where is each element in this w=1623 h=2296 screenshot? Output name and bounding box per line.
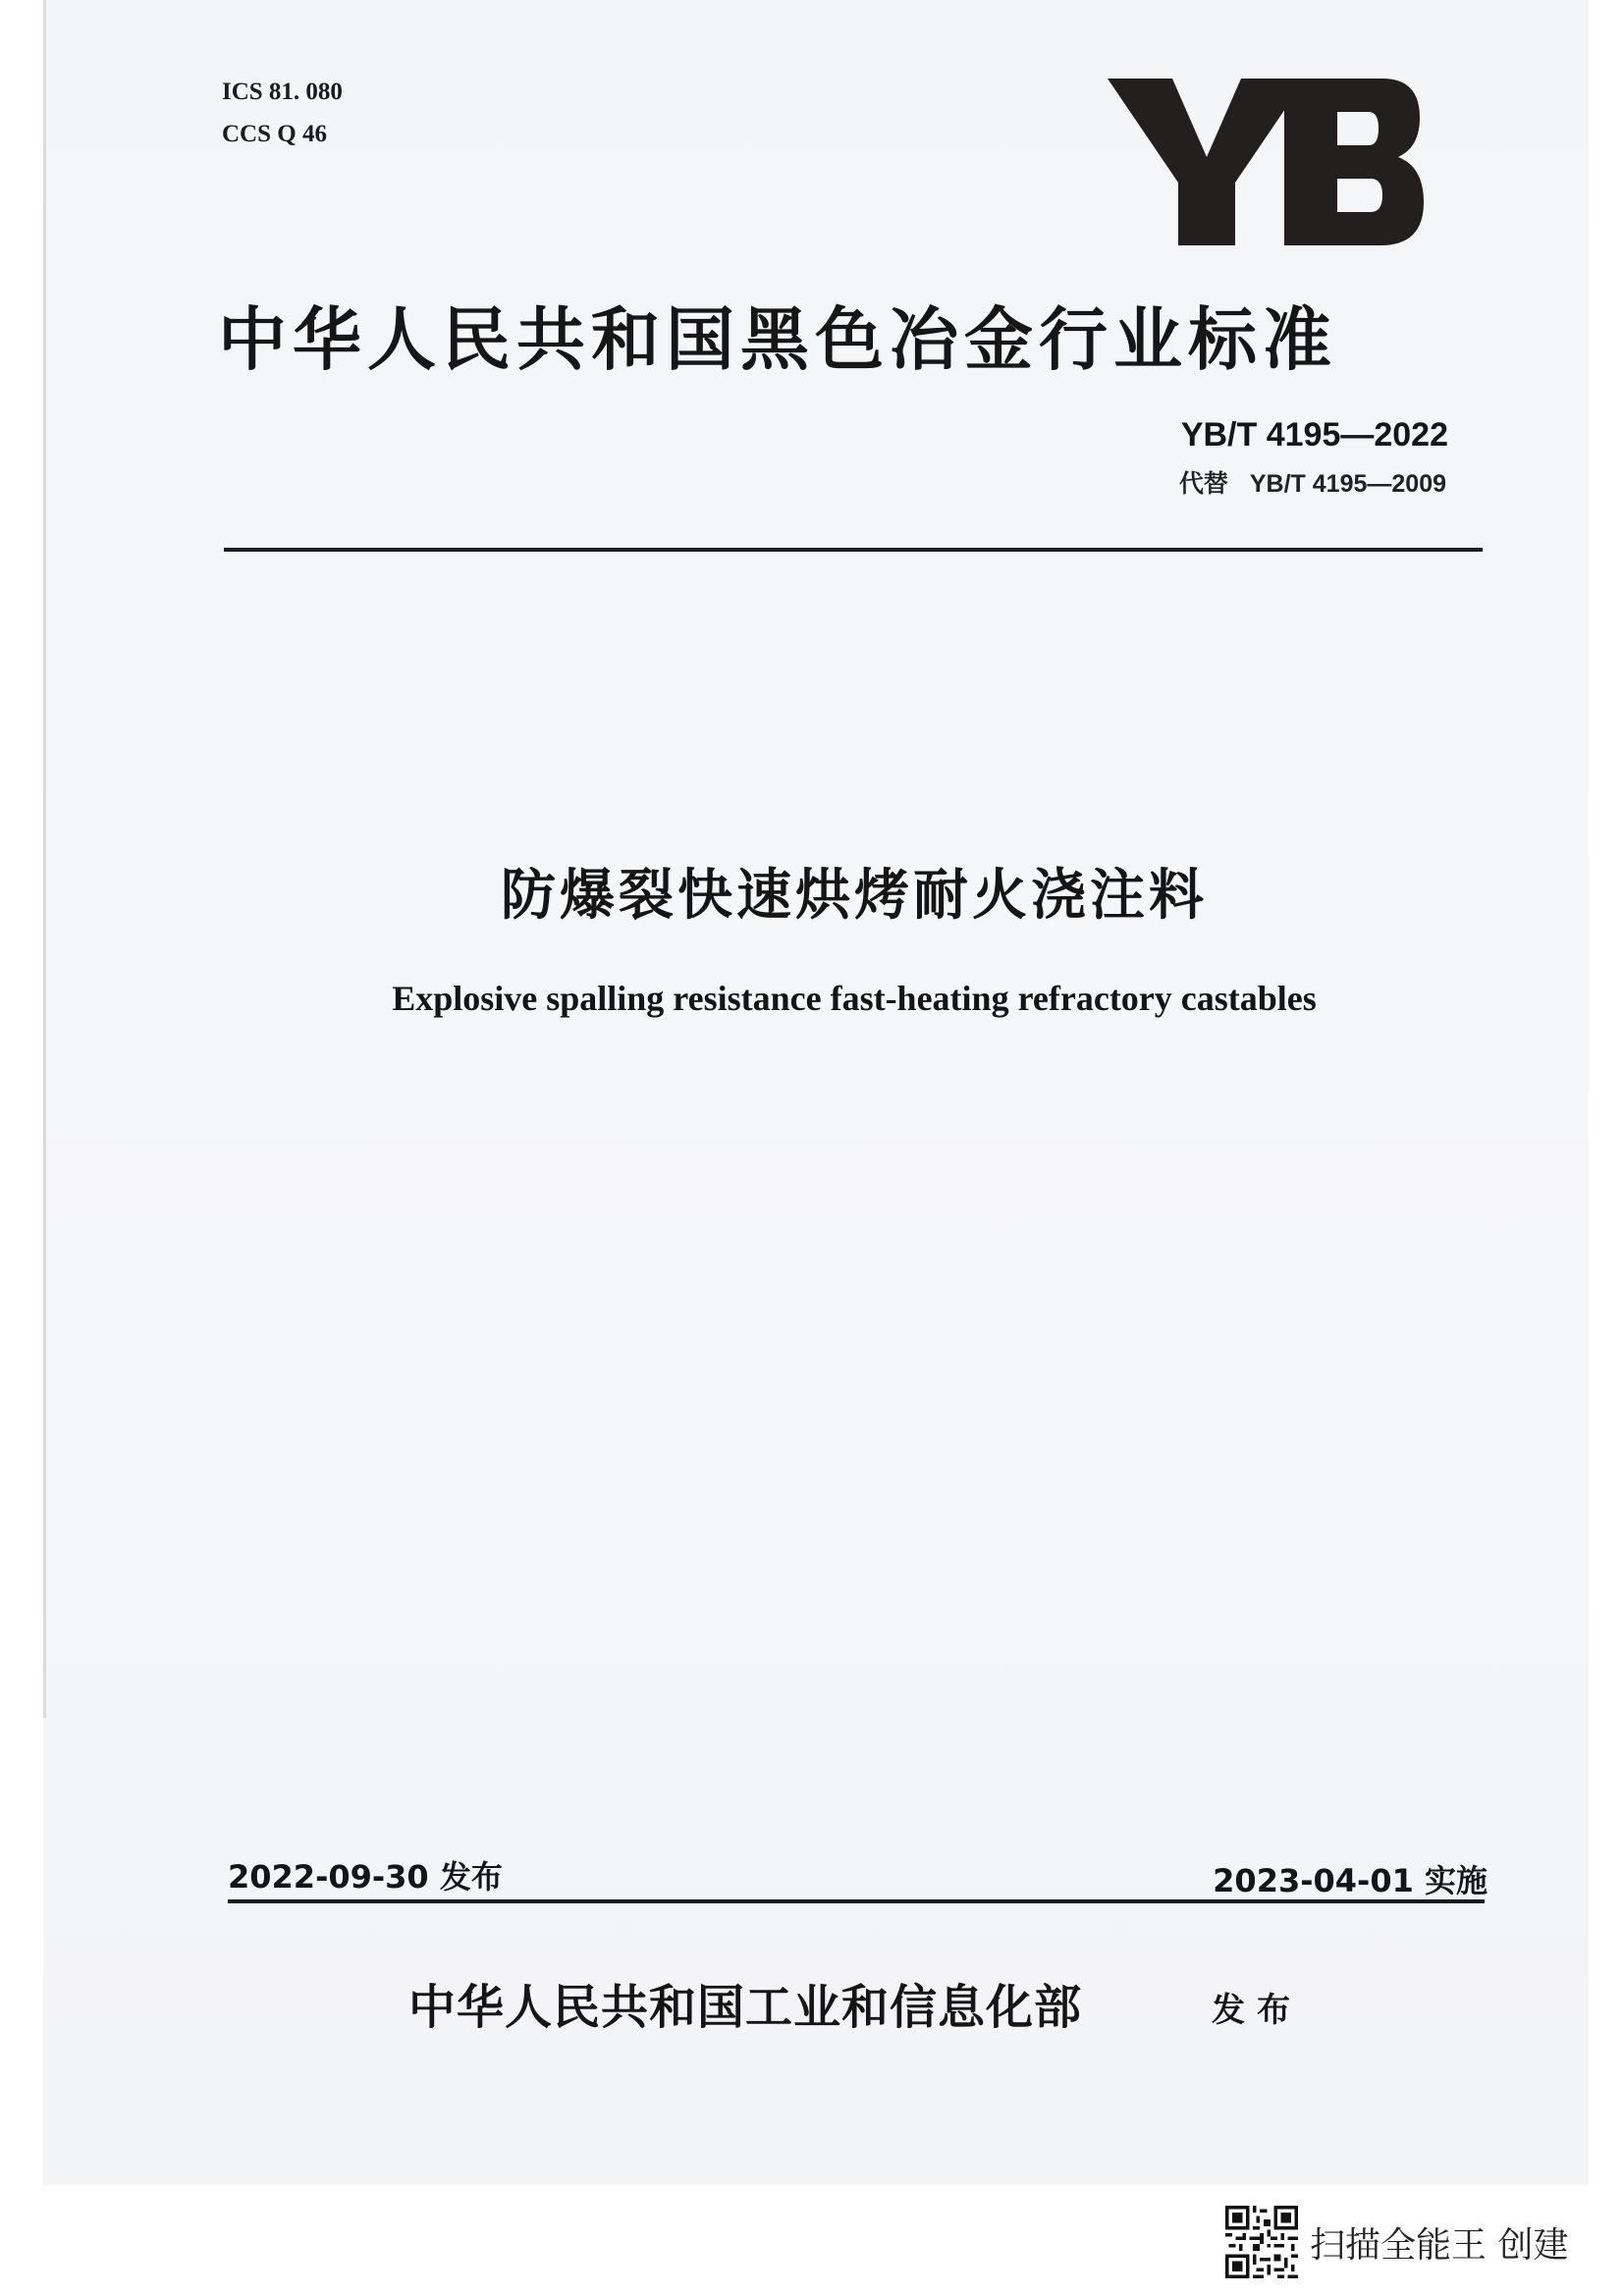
implementation-date: 2023-04-01 实施 bbox=[1213, 1862, 1488, 1899]
replaces-number: YB/T 4195—2009 bbox=[1249, 470, 1446, 498]
standard-category-title: 中华人民共和国黑色冶金行业标准 bbox=[218, 299, 1337, 380]
issue-date: 2022-09-30 发布 bbox=[228, 1858, 503, 1896]
classification-codes bbox=[222, 71, 343, 155]
yb-logo bbox=[1108, 77, 1424, 247]
replaces-label: 代替 bbox=[1178, 470, 1228, 498]
issuer-name: 中华人民共和国工业和信息化部 bbox=[408, 1980, 1083, 2035]
watermark-text: 扫描全能王 创建 bbox=[1310, 2224, 1569, 2266]
document-title-en: Explosive spalling resistance fast-heating refractory castables bbox=[392, 979, 1317, 1018]
bottom-divider bbox=[228, 1899, 1485, 1903]
top-divider bbox=[224, 548, 1483, 552]
issuer-suffix: 发布 bbox=[1212, 1991, 1302, 2030]
standard-number: YB/T 4195—2022 bbox=[1180, 416, 1448, 454]
document-title-cn: 防爆裂快速烘烤耐火浇注料 bbox=[501, 864, 1208, 928]
ics-code: ICS 81. 080 bbox=[222, 79, 343, 105]
ccs-code: CCS Q 46 bbox=[222, 121, 327, 147]
replaces-line bbox=[1179, 464, 1446, 500]
qr-code-icon bbox=[1225, 2206, 1298, 2278]
scanner-watermark bbox=[1225, 2203, 1568, 2281]
